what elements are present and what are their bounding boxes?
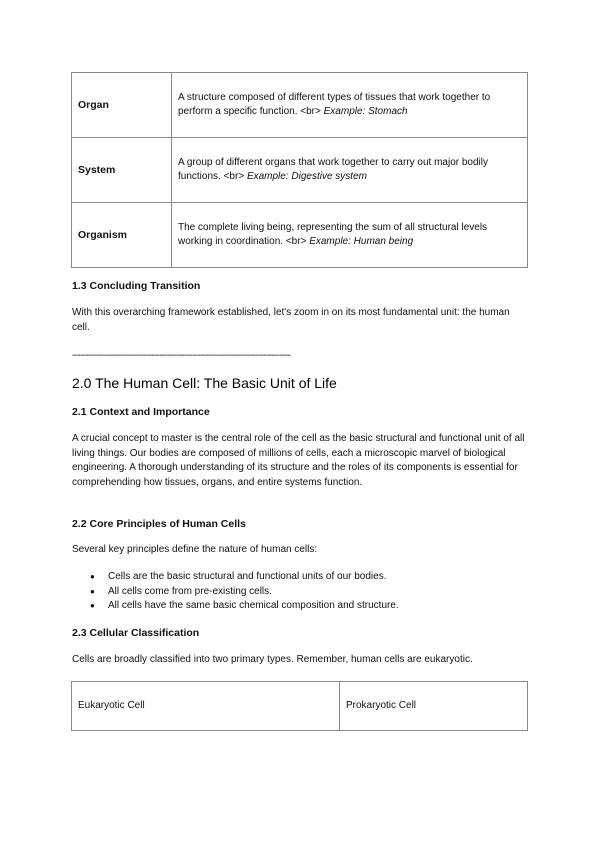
term-cell: Organism <box>72 203 172 268</box>
list-item: ● All cells have the same basic chemical composition and structure. <box>72 599 399 614</box>
paragraph-2-2-intro: Several key principles define the nature of human cells: <box>72 544 318 555</box>
paragraph-2-3: Cells are broadly classified into two primary types. Remember, human cells are eukaryotic. <box>72 654 473 665</box>
definition-cell <box>172 138 528 203</box>
heading-2-0: 2.0 The Human Cell: The Basic Unit of Life <box>72 375 337 391</box>
cell-types-table <box>71 681 528 731</box>
example-text: Example: Human being <box>309 236 414 247</box>
eukaryotic-header: Eukaryotic Cell <box>72 682 340 731</box>
definition-text: A structure composed of different types of tissues that work together to perform a specific function. <br> <box>178 91 491 117</box>
principles-list <box>72 570 399 614</box>
definition-text: A group of different organs that work together to carry out major bodily functions. <br> <box>178 156 488 182</box>
structural-levels-table <box>71 72 528 268</box>
table-row <box>72 73 528 138</box>
heading-2-3: 2.3 Cellular Classification <box>72 627 200 639</box>
definition-text: The complete living being, representing the sum of all structural levels working in coordination. <br> <box>178 221 488 247</box>
divider-line: -------------------------------------------------------------------------------- <box>72 350 291 361</box>
heading-2-2: 2.2 Core Principles of Human Cells <box>72 518 246 530</box>
term-cell: System <box>72 138 172 203</box>
paragraph-2-1: A crucial concept to master is the central role of the cell as the basic structural and functional unit of all living things. Our bodies are composed of millions of cells, each a microscopic marvel of biological engineering. A thorough understanding of its structure and the roles of its components is essential for comprehending how tissues, organs, and entire systems function. <box>72 433 525 488</box>
prokaryotic-header: Prokaryotic Cell <box>340 682 528 731</box>
example-text: Example: Digestive system <box>246 171 367 182</box>
heading-1-3: 1.3 Concluding Transition <box>72 280 201 292</box>
table-row <box>72 682 528 731</box>
example-text: Example: Stomach <box>323 106 408 117</box>
definition-cell <box>172 73 528 138</box>
table-row <box>72 138 528 203</box>
heading-2-1: 2.1 Context and Importance <box>72 406 210 418</box>
definition-cell <box>172 203 528 268</box>
term-cell: Organ <box>72 73 172 138</box>
list-item: ● All cells come from pre-existing cells. <box>72 585 399 600</box>
paragraph-1-3: With this overarching framework established, let's zoom in on its most fundamental unit: the human cell. <box>72 307 510 333</box>
list-item: ● Cells are the basic structural and functional units of our bodies. <box>72 570 399 585</box>
table-row <box>72 203 528 268</box>
